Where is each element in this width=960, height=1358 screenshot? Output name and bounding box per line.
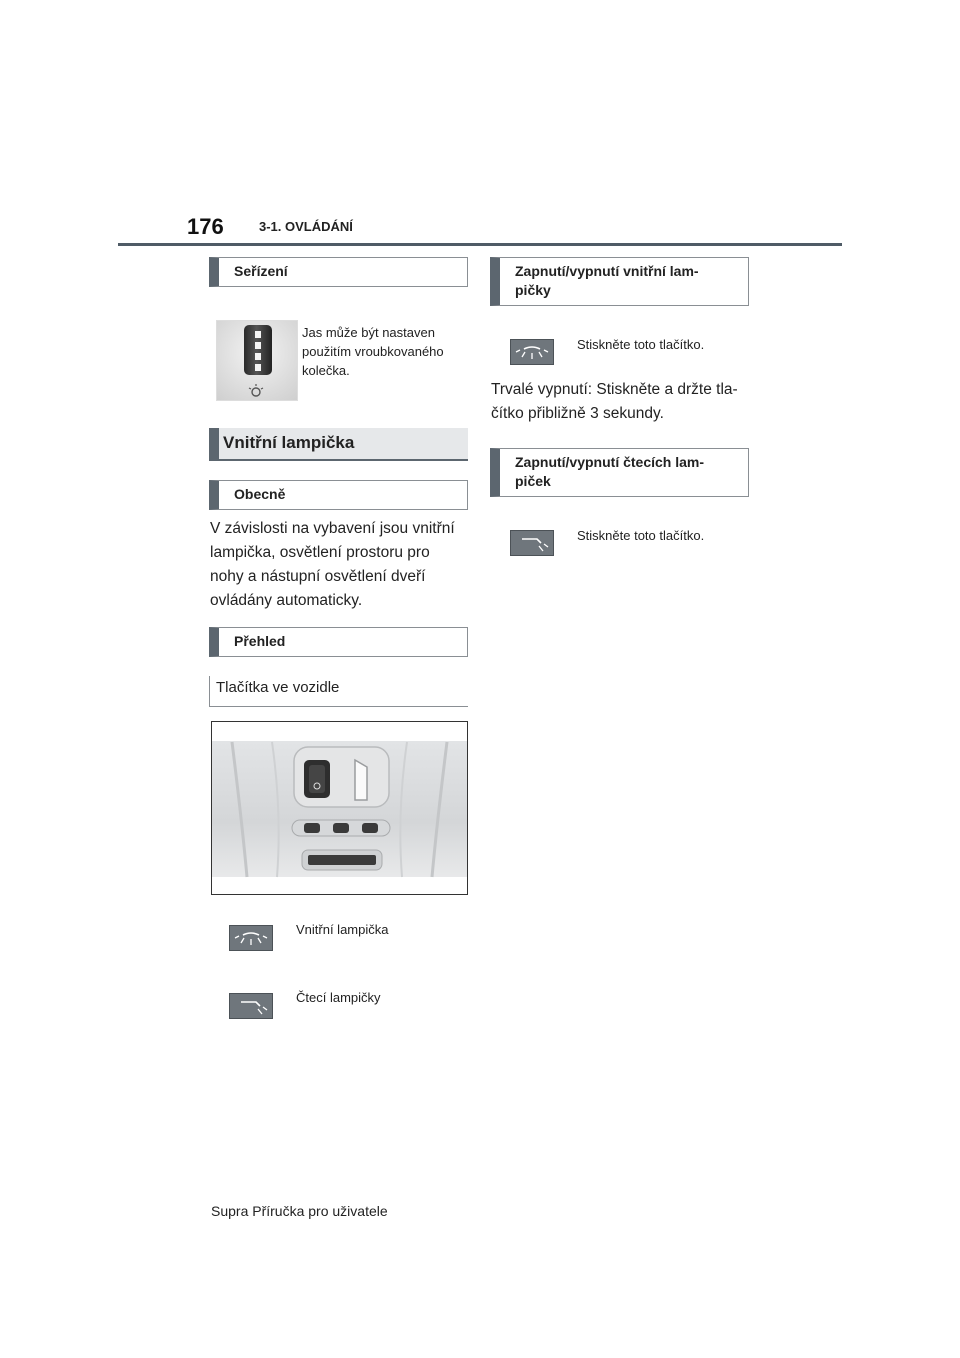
text-line: Trvalé vypnutí: Stiskněte a držte tla- [491, 381, 738, 398]
reading-press-instruction: Stiskněte toto tlačítko. [577, 528, 705, 543]
wheel-rib [255, 331, 261, 338]
heading-obecne-label: Obecně [234, 486, 286, 502]
heading-prehled [209, 627, 468, 657]
heading-vnitrni-lampicka [209, 428, 468, 461]
wheel-rib [255, 342, 261, 349]
page-number: 176 [187, 214, 224, 239]
heading-line: Zapnutí/vypnutí vnitřní lam- [515, 263, 699, 279]
footer-text: Supra Příručka pro uživatele [211, 1203, 388, 1219]
thumbwheel-photo [216, 320, 298, 401]
permanent-off-paragraph [491, 378, 753, 426]
wheel-rib [255, 353, 261, 360]
heading-line: pičky [515, 282, 551, 298]
text-line: čítko přibližně 3 sekundy. [491, 405, 664, 422]
reading-light-icon [229, 993, 273, 1019]
text-line: kolečka. [302, 363, 350, 378]
text-line: použitím vroubkovaného [302, 344, 444, 359]
text-line: ovládány automaticky. [210, 592, 363, 609]
heading-reading-light-toggle [490, 448, 749, 497]
overhead-console-illustration [211, 721, 468, 895]
text-line: lampička, osvětlení prostoru pro [210, 544, 430, 561]
section-title: 3-1. OVLÁDÁNÍ [259, 219, 353, 234]
heading-line: Zapnutí/vypnutí čtecích lam- [515, 454, 705, 470]
interior-press-instruction: Stiskněte toto tlačítko. [577, 337, 705, 352]
thumbwheel-body [244, 325, 272, 375]
heading-interior-light-toggle [490, 257, 749, 306]
subheading-tlacitka-label: Tlačítka ve vozidle [216, 679, 340, 696]
brightness-icon [247, 383, 265, 399]
text-line: nohy a nástupní osvětlení dveří [210, 568, 426, 585]
subheading-tlacitka [209, 676, 468, 707]
wheel-rib [255, 364, 261, 371]
overhead-console-drawing [212, 722, 467, 894]
legend-interior-light-label: Vnitřní lampička [296, 922, 389, 937]
header-divider [118, 243, 842, 246]
obecne-paragraph [210, 517, 472, 613]
heading-obecne [209, 480, 468, 510]
interior-light-icon [229, 925, 273, 951]
heading-seriseni [209, 257, 468, 287]
seriseni-description [302, 323, 467, 380]
legend-reading-light-label: Čtecí lampičky [296, 990, 381, 1005]
heading-line: piček [515, 473, 551, 489]
text-line: Jas může být nastaven [302, 325, 435, 340]
interior-light-button-icon [510, 339, 554, 365]
heading-vnitrni-lampicka-label: Vnitřní lampička [223, 433, 355, 452]
text-line: V závislosti na vybavení jsou vnitřní [210, 520, 455, 537]
reading-light-button-icon [510, 530, 554, 556]
heading-prehled-label: Přehled [234, 633, 286, 649]
heading-seriseni-label: Seřízení [234, 263, 288, 279]
